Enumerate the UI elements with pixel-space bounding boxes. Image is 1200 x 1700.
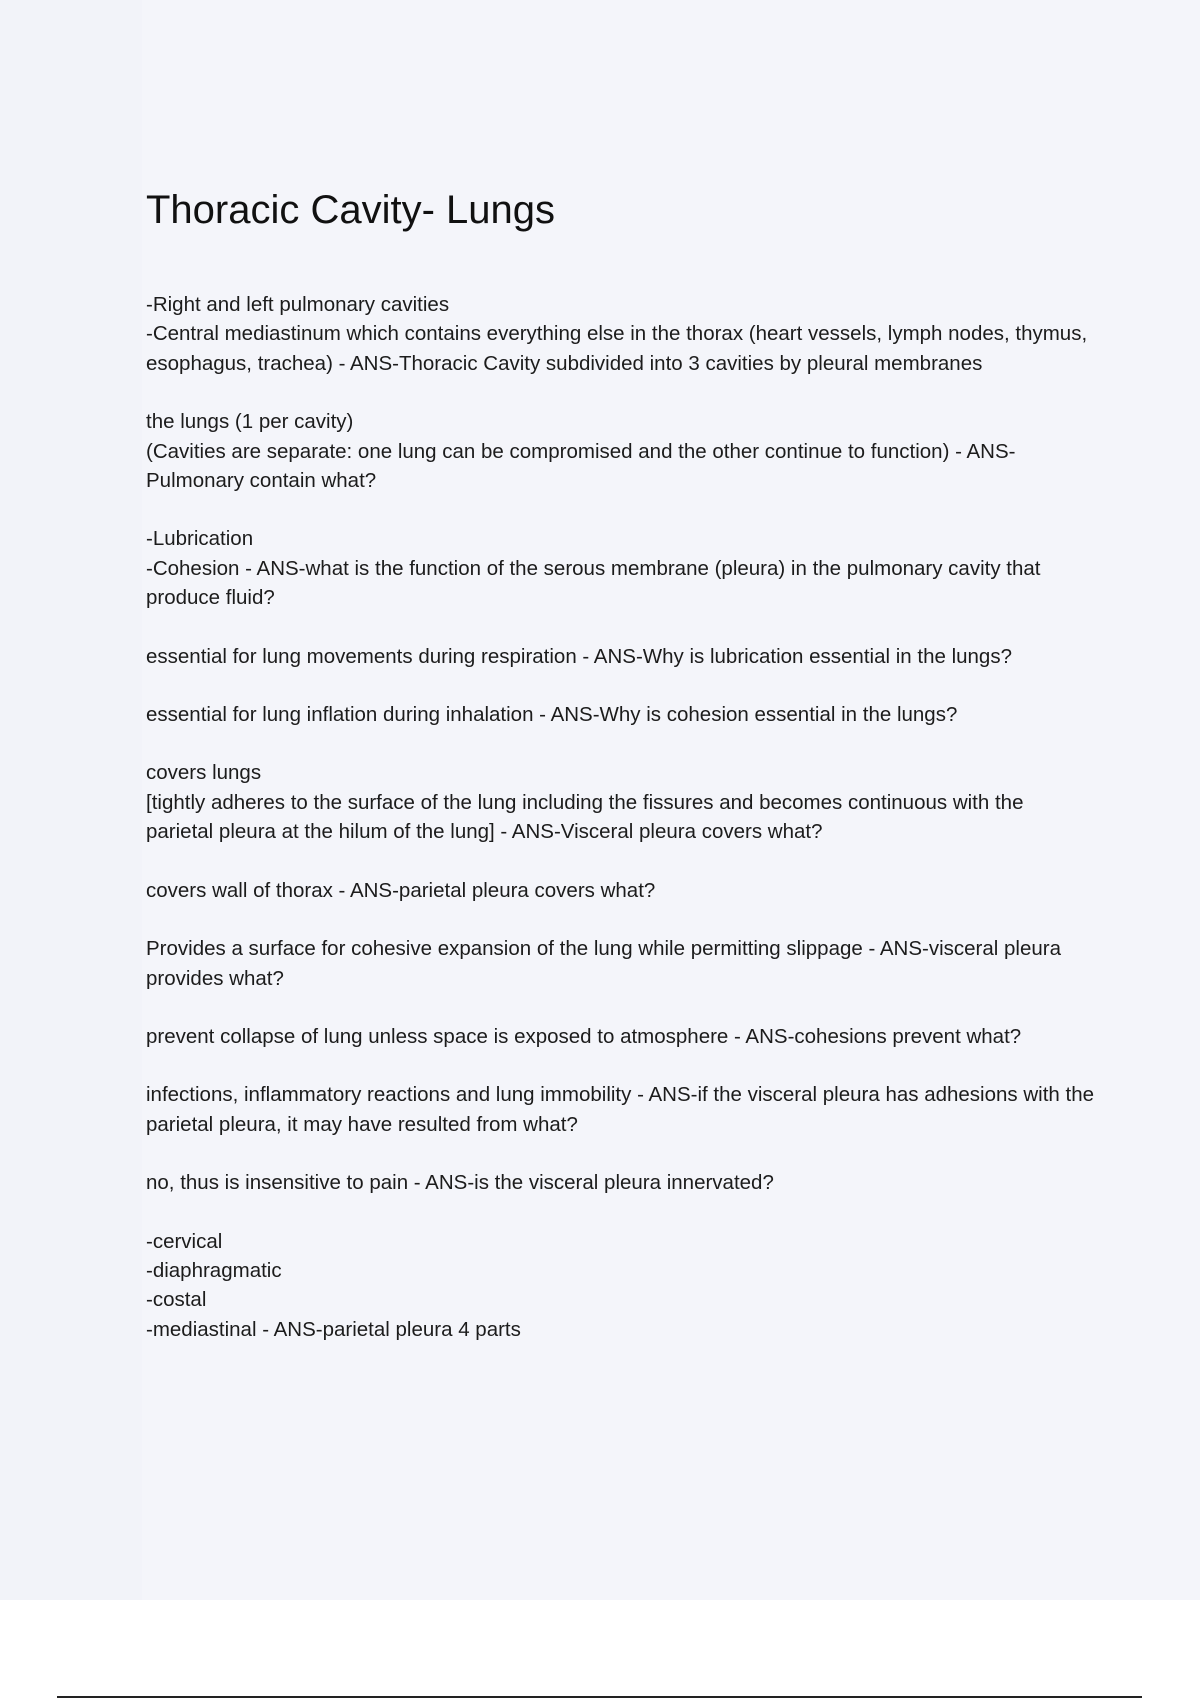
flashcard xyxy=(146,700,1096,729)
flashcard-line: -cervical xyxy=(146,1229,223,1253)
flashcard xyxy=(146,642,1096,671)
page-margin-shade xyxy=(0,0,142,1600)
document-content xyxy=(146,182,1096,1373)
flashcard-line: -Central mediastinum which contains everything else in the thorax (heart vessels, lymph nodes, thymus, esophagus, trachea) - ANS-Thoracic Cavity subdivided into 3 cavities by pleural membranes xyxy=(146,322,1088,375)
flashcard xyxy=(146,1022,1096,1051)
flashcard-line: -Cohesion - ANS-what is the function of the serous membrane (pleura) in the pulmonary cavity that produce fluid? xyxy=(146,556,1041,610)
document-title: Thoracic Cavity- Lungs xyxy=(146,188,556,232)
flashcard-line: essential for lung inflation during inhalation - ANS-Why is cohesion essential in the lungs? xyxy=(146,703,958,727)
flashcard-line: [tightly adheres to the surface of the lung including the fissures and becomes continuous with the parietal pleura at the hilum of the lung] - ANS-Visceral pleura covers what? xyxy=(146,790,1024,844)
flashcard-line: -mediastinal - ANS-parietal pleura 4 parts xyxy=(146,1317,521,1341)
flashcard-line: covers lungs xyxy=(146,761,262,785)
flashcard-line: essential for lung movements during respiration - ANS-Why is lubrication essential in the lungs? xyxy=(146,644,1012,668)
flashcard-line: -Right and left pulmonary cavities xyxy=(146,293,450,316)
flashcard xyxy=(146,407,1096,495)
footer-divider xyxy=(57,1696,1142,1698)
flashcard-line: prevent collapse of lung unless space is exposed to atmosphere - ANS-cohesions prevent what? xyxy=(146,1024,1022,1048)
flashcard xyxy=(146,876,1096,905)
flashcard xyxy=(146,1168,1096,1197)
flashcard xyxy=(146,1227,1096,1345)
flashcard xyxy=(146,758,1096,846)
flashcard-line: the lungs (1 per cavity) xyxy=(146,410,354,434)
flashcard-line: (Cavities are separate: one lung can be compromised and the other continue to function) - ANS-Pulmonary contain what? xyxy=(146,439,1016,493)
flashcard xyxy=(146,524,1096,612)
flashcard-line: -diaphragmatic xyxy=(146,1258,282,1282)
flashcard xyxy=(146,1080,1096,1139)
flashcard xyxy=(146,290,1096,378)
flashcard-line: covers wall of thorax - ANS-parietal pleura covers what? xyxy=(146,878,656,902)
flashcard-line: no, thus is insensitive to pain - ANS-is the visceral pleura innervated? xyxy=(146,1171,774,1195)
flashcard xyxy=(146,934,1096,993)
flashcard-line: infections, inflammatory reactions and lung immobility - ANS-if the visceral pleura has adhesions with the parietal pleura, it may have resulted from what? xyxy=(146,1083,1094,1136)
flashcard-line: -costal xyxy=(146,1288,207,1312)
flashcard-line: -Lubrication xyxy=(146,527,254,551)
flashcard-line: Provides a surface for cohesive expansion of the lung while permitting slippage - ANS-visceral pleura provides what? xyxy=(146,937,1062,990)
